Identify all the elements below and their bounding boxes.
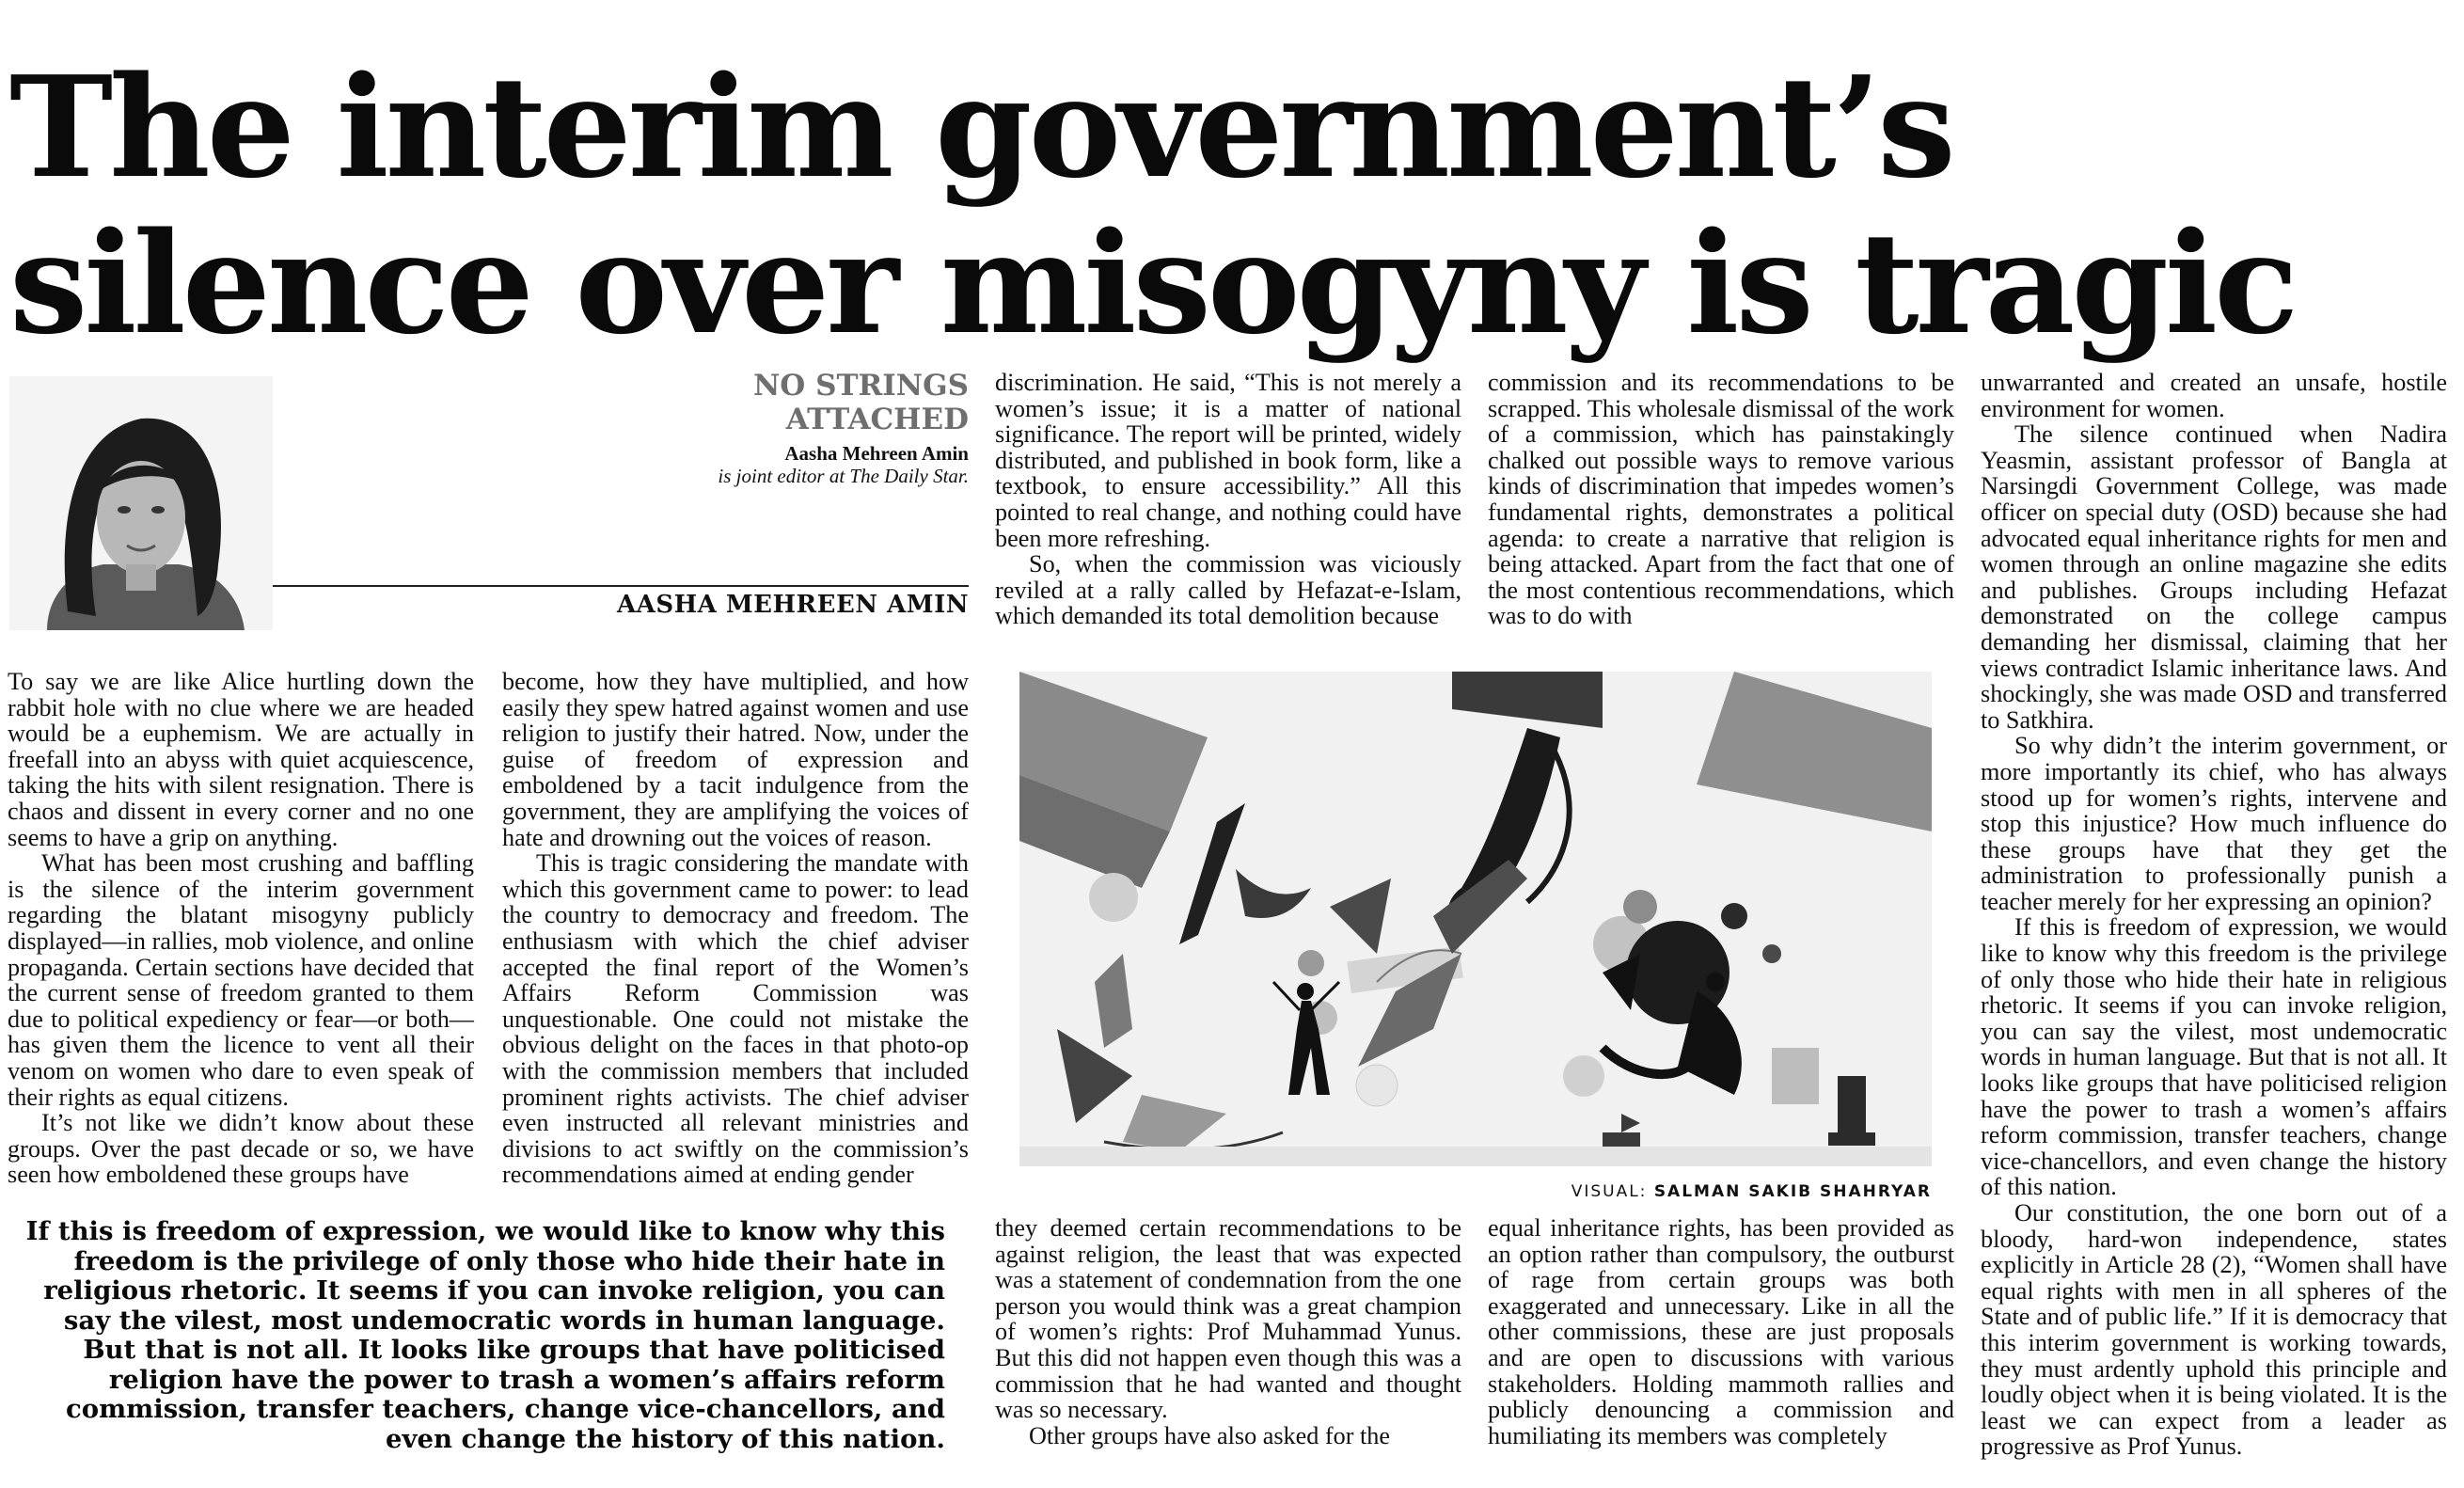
visual-credit-name: SALMAN SAKIB SHAHRYAR — [1653, 1182, 1932, 1201]
body-column-3-top — [995, 370, 1461, 629]
paragraph: If this is freedom of expression, we would like to know why this freedom is the privilege of only those who hide their hate in religious rhetoric. It seems if you can invoke religion, you can say the vilest, most undemocratic words in human language. But that is not all. It looks like groups that have politicised religion have the power to trash a women’s affairs reform commission, transfer teachers, change vice-chancellors, and even change the history of this nation. — [1981, 913, 2447, 1201]
paragraph: discrimination. He said, “This is not merely a women’s issue; it is a matter of national significance. The report will be printed, widely distributed, and published in book form, like a textbook, to ensure accessibility.” All this pointed to real change, and nothing could have been more refreshing. — [995, 369, 1461, 552]
paragraph: equal inheritance rights, has been provided as an option rather than compulsory, the outburst of rage from certain groups was both exaggerated and unnecessary. Like in all the other commissions, these are just proposals and are open to discussions with various stakeholders. Holding mammoth rallies and publicly denouncing a commission and humiliating its members was completely — [1488, 1214, 1954, 1449]
paragraph: So, when the commission was viciously reviled at a rally called by Hefazat-e-Islam, which demanded its total demolition because — [995, 550, 1461, 630]
paragraph: Our constitution, the one born out of a bloody, hard-won independence, states explicitly in Article 28 (2), “Women shall have equal rights with men in all spheres of the State and of public life.” If it is democracy that this interim government is working towards, they must ardently uphold this principle and loudly object when it is being violated. It is the least we can expect from a leader as progressive as Prof Yunus. — [1981, 1199, 2447, 1461]
body-column-2 — [502, 669, 969, 1188]
paragraph: So why didn’t the interim government, or more importantly its chief, who has always stood up for women’s rights, intervene and stop this injustice? How much influence do these groups have that they get the administration to professionally punish a teacher merely for her expressing an opinion? — [1981, 732, 2447, 915]
headline: The interim government’s silence over misogyny is tragic — [9, 45, 2296, 365]
author-bio: is joint editor at The Daily Star. — [718, 465, 969, 487]
paragraph: they deemed certain recommendations to be against religion, the least that was expected was a statement of condemnation from the one person you would think was a great champion of women’s rights: Prof Muhammad Yunus. But this did not happen even though this was a commission that he had wanted and thought was so necessary. — [995, 1214, 1461, 1424]
visual-credit-label: VISUAL: — [1571, 1182, 1648, 1201]
byline: AASHA MEHREEN AMIN — [616, 591, 969, 619]
body-column-3-bottom — [995, 1215, 1461, 1448]
author-name-small: Aasha Mehreen Amin — [784, 442, 969, 465]
paragraph: commission and its recommendations to be scrapped. This wholesale dismissal of the work of a commission, which has painstakingly chalked out possible ways to remove various kinds of discrimination that impedes women’s fundamental rights, demonstrates a political agenda: to create a narrative that religion is being attacked. Apart from the fact that one of the most contentious recommendations, which was to do with — [1488, 369, 1954, 630]
column-name-line2: ATTACHED — [785, 403, 969, 436]
paragraph: It’s not like we didn’t know about these groups. Over the past decade or so, we have seen how emboldened these groups have — [8, 1109, 474, 1189]
paragraph: unwarranted and created an unsafe, hostile environment for women. — [1981, 369, 2447, 422]
column-name — [583, 369, 969, 436]
author-photo — [9, 376, 273, 630]
visual-credit — [1129, 1181, 1932, 1202]
body-column-1 — [8, 669, 474, 1188]
paragraph: The silence continued when Nadira Yeasmin, assistant professor of Bangla at Narsingdi Government College, was made officer on special duty (OSD) because she had advocated equal inheritance rights for men and women through an online magazine she edits and publishes. Groups including Hefazat demonstrated on the college campus demanding her dismissal, claiming that her views contradict Islamic inheritance laws. And shockingly, she was made OSD and transferred to Satkhira. — [1981, 420, 2447, 734]
paragraph: Other groups have also asked for the — [1029, 1421, 1390, 1449]
pull-quote: If this is freedom of expression, we would like to know why this freedom is the privilege of only those who hide their hate in religious rhetoric. It seems if you can invoke religion, you can say the vilest, most undemocratic words in human language. But that is not all. It looks like groups that have politicised religion have the power to trash a women’s affairs reform commission, transfer teachers, change vice-chancellors, and even change the history of this nation. — [25, 1216, 945, 1454]
paragraph: become, how they have multiplied, and how easily they spew hatred against women and use religion to justify their hatred. Now, under the guise of freedom of expression and emboldened by a tacit indulgence from the government, they are amplifying the voices of hate and drowning out the voices of reason. — [502, 668, 969, 851]
paragraph: What has been most crushing and baffling is the silence of the interim government regarding the blatant misogyny publicly displayed—in rallies, mob violence, and online propaganda. Certain sections have decided that the current sense of freedom granted to them due to political expediency or fear—or both—has given them the licence to vent all their venom on women who dare to even speak of their rights as equal citizens. — [8, 849, 474, 1111]
body-column-4-bottom — [1488, 1215, 1954, 1448]
paragraph: This is tragic considering the mandate with which this government came to power: to lead the country to democracy and freedom. The enthusiasm with which the chief adviser accepted the final report of the Women’s Affairs Reform Commission was unquestionable. One could not mistake the obvious delight on the faces in that photo-op with the commission members that included prominent rights activists. The chief adviser even instructed all relevant ministries and divisions to act swiftly on the commission’s recommendations aimed at ending gender — [502, 849, 969, 1189]
illustration — [1019, 672, 1932, 1166]
paragraph: To say we are like Alice hurtling down the rabbit hole with no clue where we are headed would be a euphemism. We are actually in freefall into an abyss with quiet acquiescence, taking the hits with silent resignation. There is chaos and dissent in every corner and no one seems to have a grip on anything. — [8, 668, 474, 851]
column-name-line1: NO STRINGS — [752, 369, 969, 403]
byline-rule — [273, 585, 969, 587]
body-column-4-top — [1488, 370, 1954, 629]
body-column-5 — [1981, 370, 2447, 1460]
